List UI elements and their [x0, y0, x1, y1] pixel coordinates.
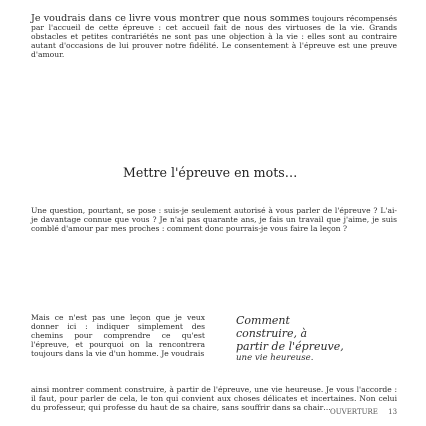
intro-lead: Je voudrais dans ce livre vous montrer que nous sommes: [31, 12, 310, 24]
pull-quote-line: Comment: [236, 314, 290, 327]
intro-body: toujours récompensés par l'accueil de cette épreuve : cet accueil fait de nous des virtuoses de la vie. Grands obstacles et petites contrariétés ne sont pas une objection à la vie : elles sont au contraire autant d'occasions de lui prouver notre fidélité. Le consentement à l'épreuve est une preuve d'amour.: [31, 13, 397, 60]
pull-quote-line: construire, à: [236, 327, 308, 340]
pull-quote-line: partir de l'épreuve,: [236, 340, 344, 353]
page-footer: [330, 408, 397, 416]
paragraph-question: Une question, pourtant, se pose : suis-je seulement autorisé à vous parler de l'épreuve ? L'ai-je davantage connue que vous ? Je n'ai pas quarante ans, je fais un travail que j'aime, je suis comblé d'amour par mes proches : comment donc pourrais-je vous faire la leçon ?: [31, 205, 397, 233]
paragraph-continuation: ainsi montrer comment construire, à partir de l'épreuve, une vie heureuse. Je vous l'accorde : il faut, pour parler de cela, le ton qui convient aux choses délicates et incertaines. Non celui du professeur, qui professe du haut de sa chaire, sans souffrir dans sa chair…: [31, 384, 397, 412]
page-number: 13: [388, 408, 398, 416]
section-heading: Mettre l'épreuve en mots…: [123, 165, 298, 180]
running-footer-label: OUVERTURE: [330, 408, 378, 416]
intro-paragraph: [31, 14, 397, 60]
pull-quote-line: une vie heureuse.: [236, 353, 314, 363]
paragraph-lesson: Mais ce n'est pas une leçon que je veux donner ici : indiquer simplement des chemins pour comprendre ce qu'est l'épreuve, et pourquoi on la rencontrera toujours dans la vie d'un homme. Je voudrais: [31, 312, 205, 359]
pull-quote: [236, 314, 396, 363]
